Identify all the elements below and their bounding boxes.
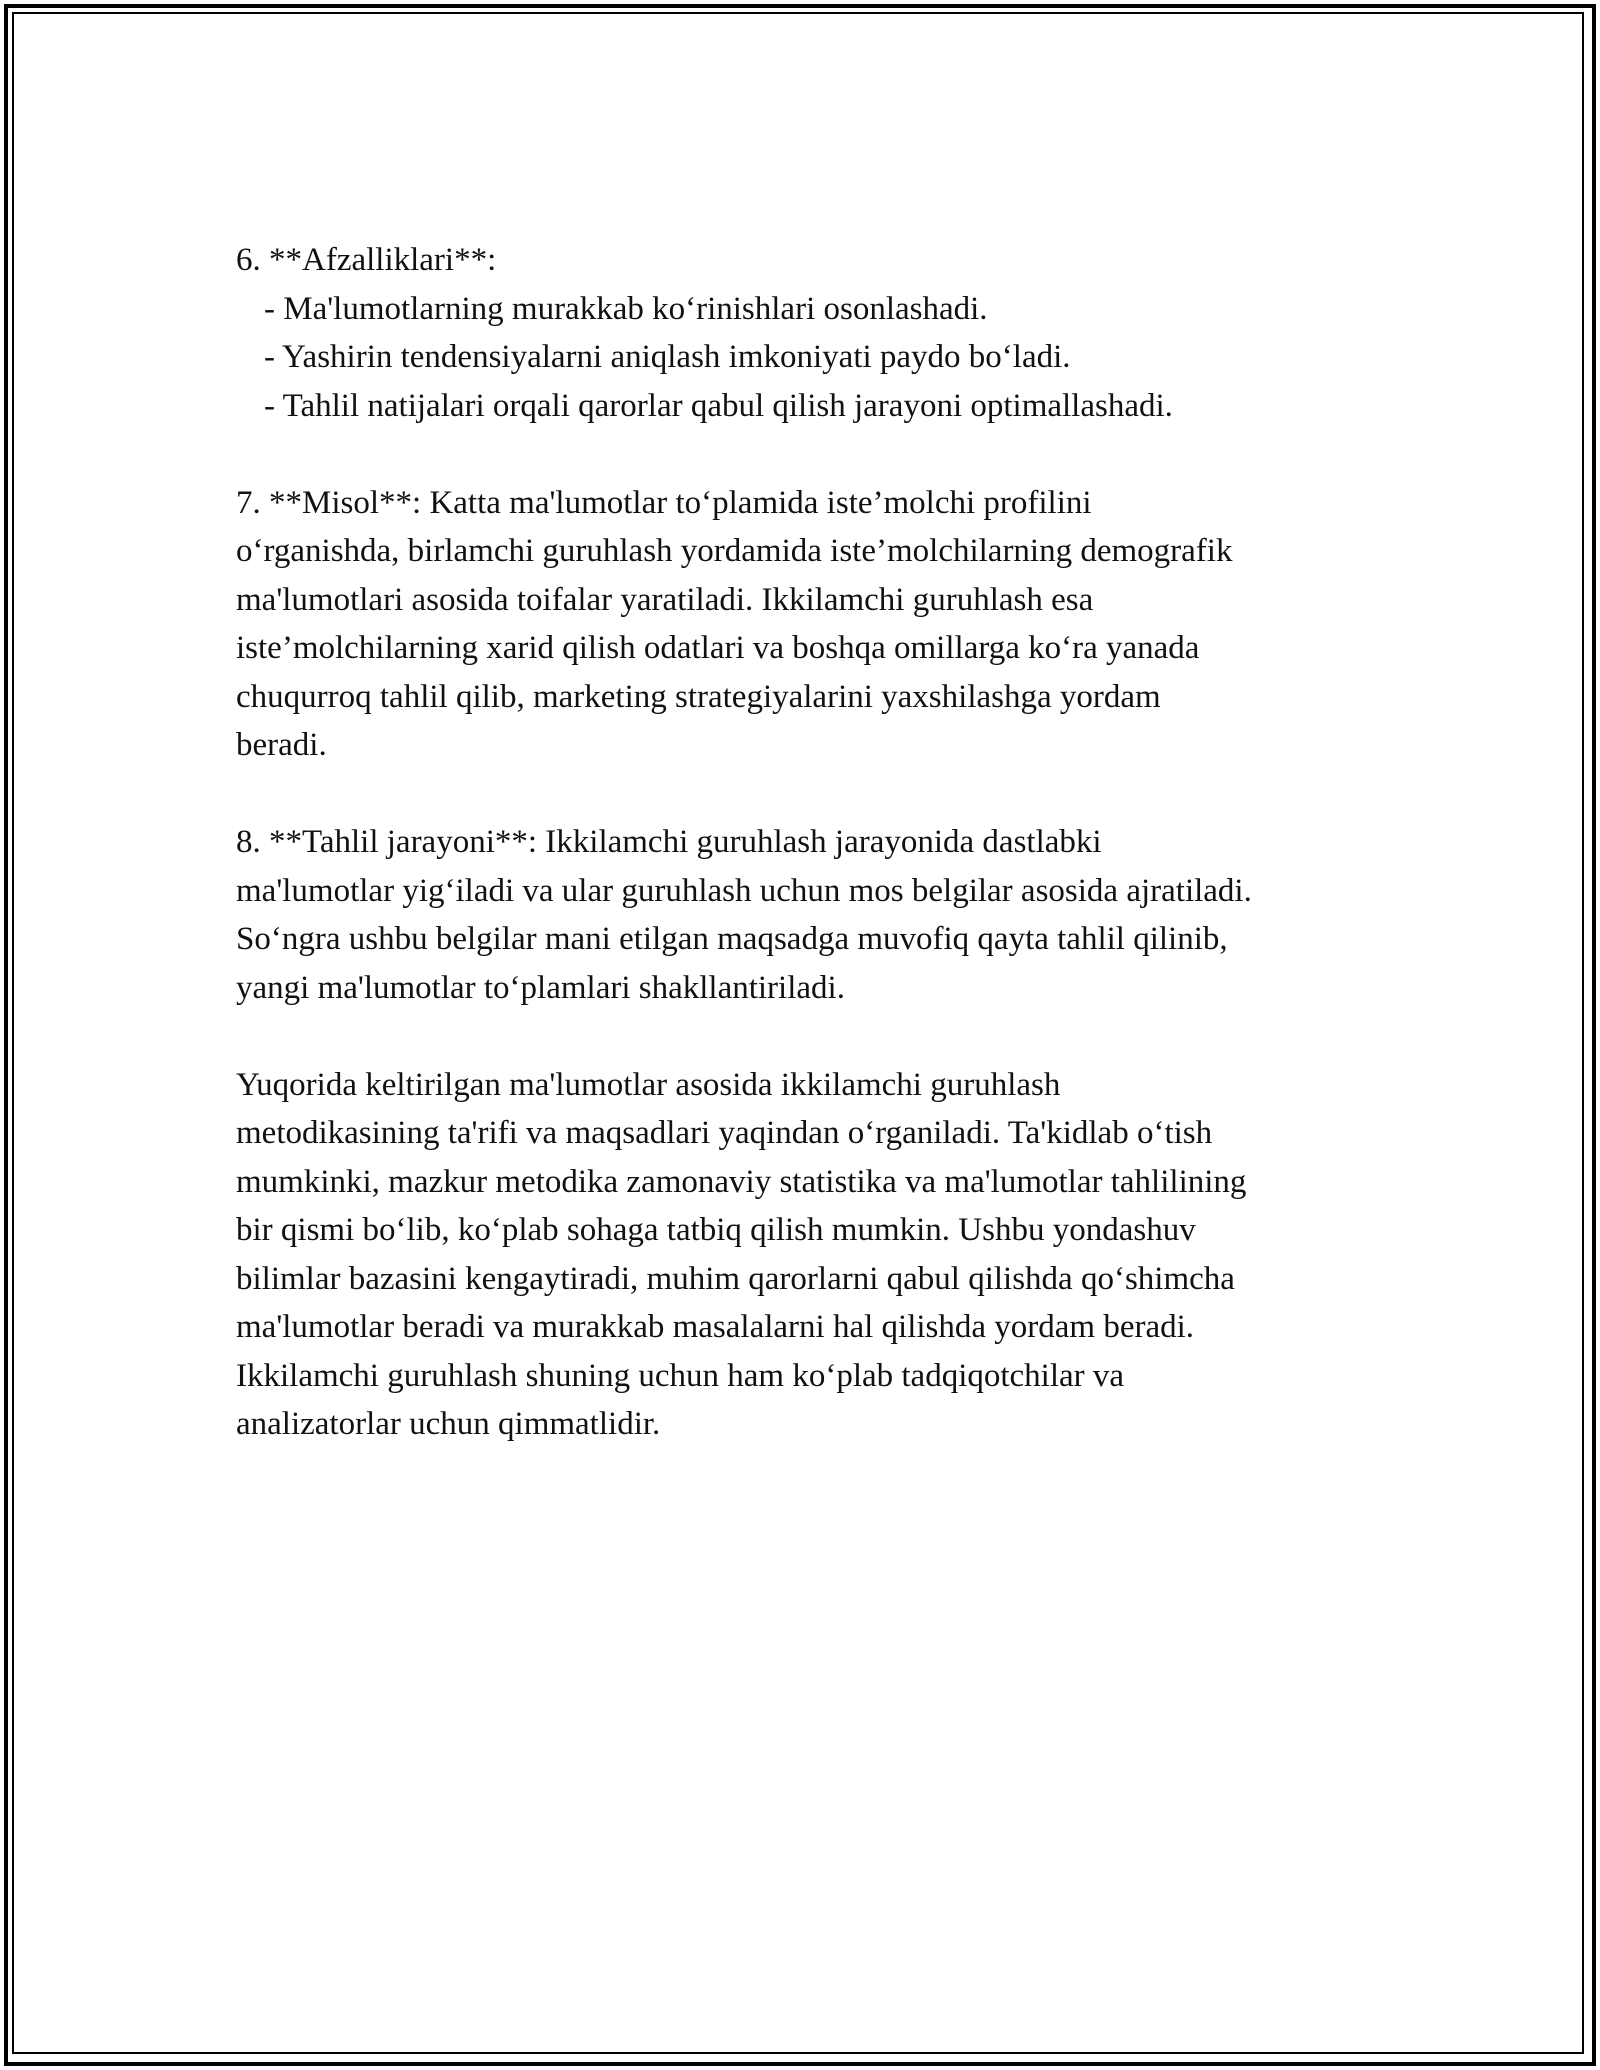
document-body	[236, 236, 1386, 1497]
bullet-item: - Tahlil natijalari orqali qarorlar qabul qilish jarayoni optimallashadi.	[264, 387, 1173, 424]
text-line: chuqurroq tahlil qilib, marketing strategiyalarini yaxshilashga yordam	[236, 678, 1161, 715]
text-line: metodikasining ta'rifi va maqsadlari yaqindan o‘rganiladi. Ta'kidlab o‘tish	[236, 1115, 1213, 1151]
section-analysis-process	[236, 818, 1386, 1012]
section-example	[236, 479, 1386, 770]
section-advantages	[236, 236, 1386, 430]
text-line: beradi.	[236, 727, 327, 763]
text-line: 7. **Misol**: Katta ma'lumotlar to‘plamida iste’molchi profilini	[236, 484, 1092, 521]
bullet-item: - Ma'lumotlarning murakkab ko‘rinishlari osonlashadi.	[264, 290, 988, 327]
text-line: ma'lumotlari asosida toifalar yaratiladi. Ikkilamchi guruhlash esa	[236, 581, 1094, 618]
text-line: Yuqorida keltirilgan ma'lumotlar asosida ikkilamchi guruhlash	[236, 1066, 1061, 1103]
text-line: ma'lumotlar beradi va murakkab masalalarni hal qilishda yordam beradi.	[236, 1309, 1195, 1345]
text-line: ma'lumotlar yig‘iladi va ular guruhlash uchun mos belgilar asosida ajratiladi.	[236, 872, 1252, 909]
text-line: 8. **Tahlil jarayoni**: Ikkilamchi guruhlash jarayonida dastlabki	[236, 824, 1102, 860]
text-line: mumkinki, mazkur metodika zamonaviy statistika va ma'lumotlar tahlilining	[236, 1163, 1247, 1200]
text-line: So‘ngra ushbu belgilar mani etilgan maqsadga muvofiq qayta tahlil qilinib,	[236, 921, 1228, 957]
text-line: yangi ma'lumotlar to‘plamlari shakllantiriladi.	[236, 969, 845, 1006]
section-conclusion	[236, 1061, 1386, 1449]
bullet-item: - Yashirin tendensiyalarni aniqlash imkoniyati paydo bo‘ladi.	[264, 339, 1071, 375]
text-line: o‘rganishda, birlamchi guruhlash yordamida iste’molchilarning demografik	[236, 533, 1233, 569]
text-line: analizatorlar uchun qimmatlidir.	[236, 1406, 661, 1442]
text-line: Ikkilamchi guruhlash shuning uchun ham ko‘plab tadqiqotchilar va	[236, 1357, 1125, 1394]
text-line: bilimlar bazasini kengaytiradi, muhim qarorlarni qabul qilishda qo‘shimcha	[236, 1260, 1235, 1297]
text-line: iste’molchilarning xarid qilish odatlari va boshqa omillarga ko‘ra yanada	[236, 630, 1200, 666]
section-heading: 6. **Afzalliklari**:	[236, 242, 497, 278]
text-line: bir qismi bo‘lib, ko‘plab sohaga tatbiq qilish mumkin. Ushbu yondashuv	[236, 1212, 1196, 1248]
